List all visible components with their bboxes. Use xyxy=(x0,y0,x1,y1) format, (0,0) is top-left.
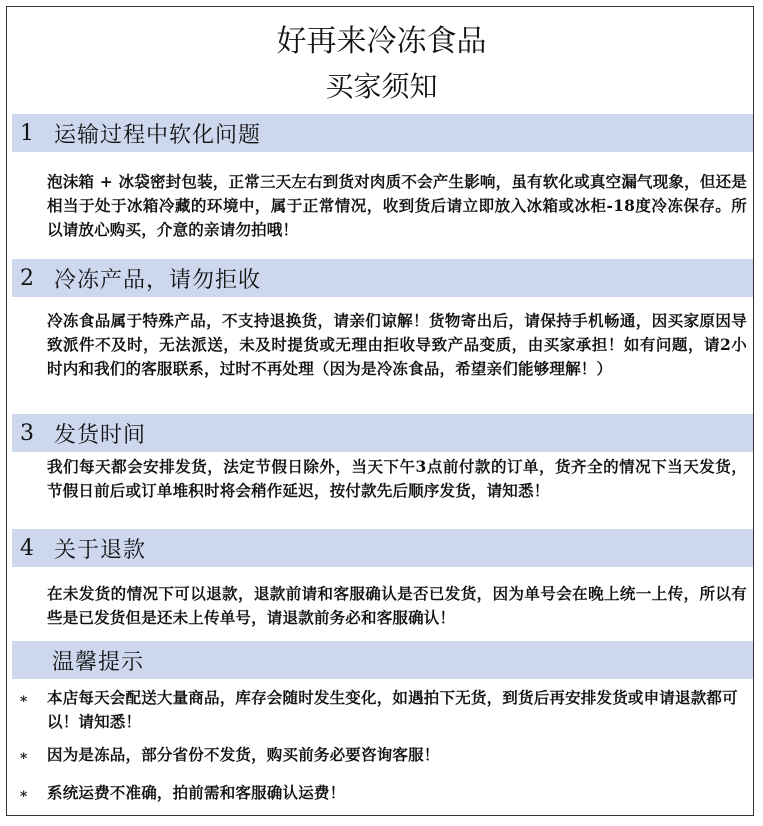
page-subtitle: 买家须知 xyxy=(325,70,438,103)
bullet-icon: * xyxy=(20,789,28,805)
section-4-number: 4 xyxy=(20,535,34,561)
section-3-header xyxy=(12,414,753,452)
page-title: 好再来冷冻食品 xyxy=(276,24,487,59)
section-2-body: 冷冻食品属于特殊产品，不支持退换货，请亲们谅解！货物寄出后，请保持手机畅通，因买家原因导致派件不及时，无法派送，未及时提货或无理由拒收导致产品变质，由买家承担！如有问题，请2小时内和我们的客服联系，过时不再处理（因为是冷冻食品，希望亲们能够理解！） xyxy=(47,311,747,378)
tip-item xyxy=(20,781,750,805)
tip-item xyxy=(20,743,750,767)
tips-header xyxy=(12,641,753,679)
tip-item xyxy=(20,686,750,734)
section-2-title: 冷冻产品，请勿拒收 xyxy=(54,267,262,293)
bullet-icon: * xyxy=(20,751,28,767)
section-3-number: 3 xyxy=(20,420,34,446)
section-4-title: 关于退款 xyxy=(54,537,147,563)
title-block xyxy=(0,22,763,106)
section-1-number: 1 xyxy=(20,120,34,146)
tip-item-text: 系统运费不准确，拍前需和客服确认运费！ xyxy=(47,783,346,802)
section-2-header xyxy=(12,259,753,297)
bullet-icon: * xyxy=(20,694,28,710)
section-1-body: 泡沫箱 + 冰袋密封包装，正常三天左右到货对肉质不会产生影响，虽有软化或真空漏气现象，但还是相当于处于冰箱冷藏的环境中，属于正常情况，收到货后请立即放入冰箱或冰柜-18度冷冻保存。所以请放心购买，介意的亲请勿拍哦！ xyxy=(47,172,747,239)
section-3-title: 发货时间 xyxy=(54,422,147,448)
section-4-header xyxy=(12,529,753,567)
section-1-header xyxy=(12,114,753,152)
tip-item-text: 本店每天会配送大量商品，库存会随时发生变化，如遇拍下无货，到货后再安排发货或申请退款都可以！请知悉！ xyxy=(47,688,738,731)
section-4-body: 在未发货的情况下可以退款，退款前请和客服确认是否已发货，因为单号会在晚上统一上传，所以有些是已发货但是还未上传单号，请退款前务必和客服确认！ xyxy=(47,584,747,627)
tip-item-text: 因为是冻品，部分省份不发货，购买前务必要咨询客服！ xyxy=(47,745,440,764)
section-2-number: 2 xyxy=(20,265,34,291)
tips-title: 温馨提示 xyxy=(52,649,145,675)
section-3-body: 我们每天都会安排发货，法定节假日除外，当天下午3点前付款的订单，货齐全的情况下当天发货，节假日前后或订单堆积时将会稍作延迟，按付款先后顺序发货，请知悉！ xyxy=(47,457,747,500)
section-1-title: 运输过程中软化问题 xyxy=(54,122,262,148)
